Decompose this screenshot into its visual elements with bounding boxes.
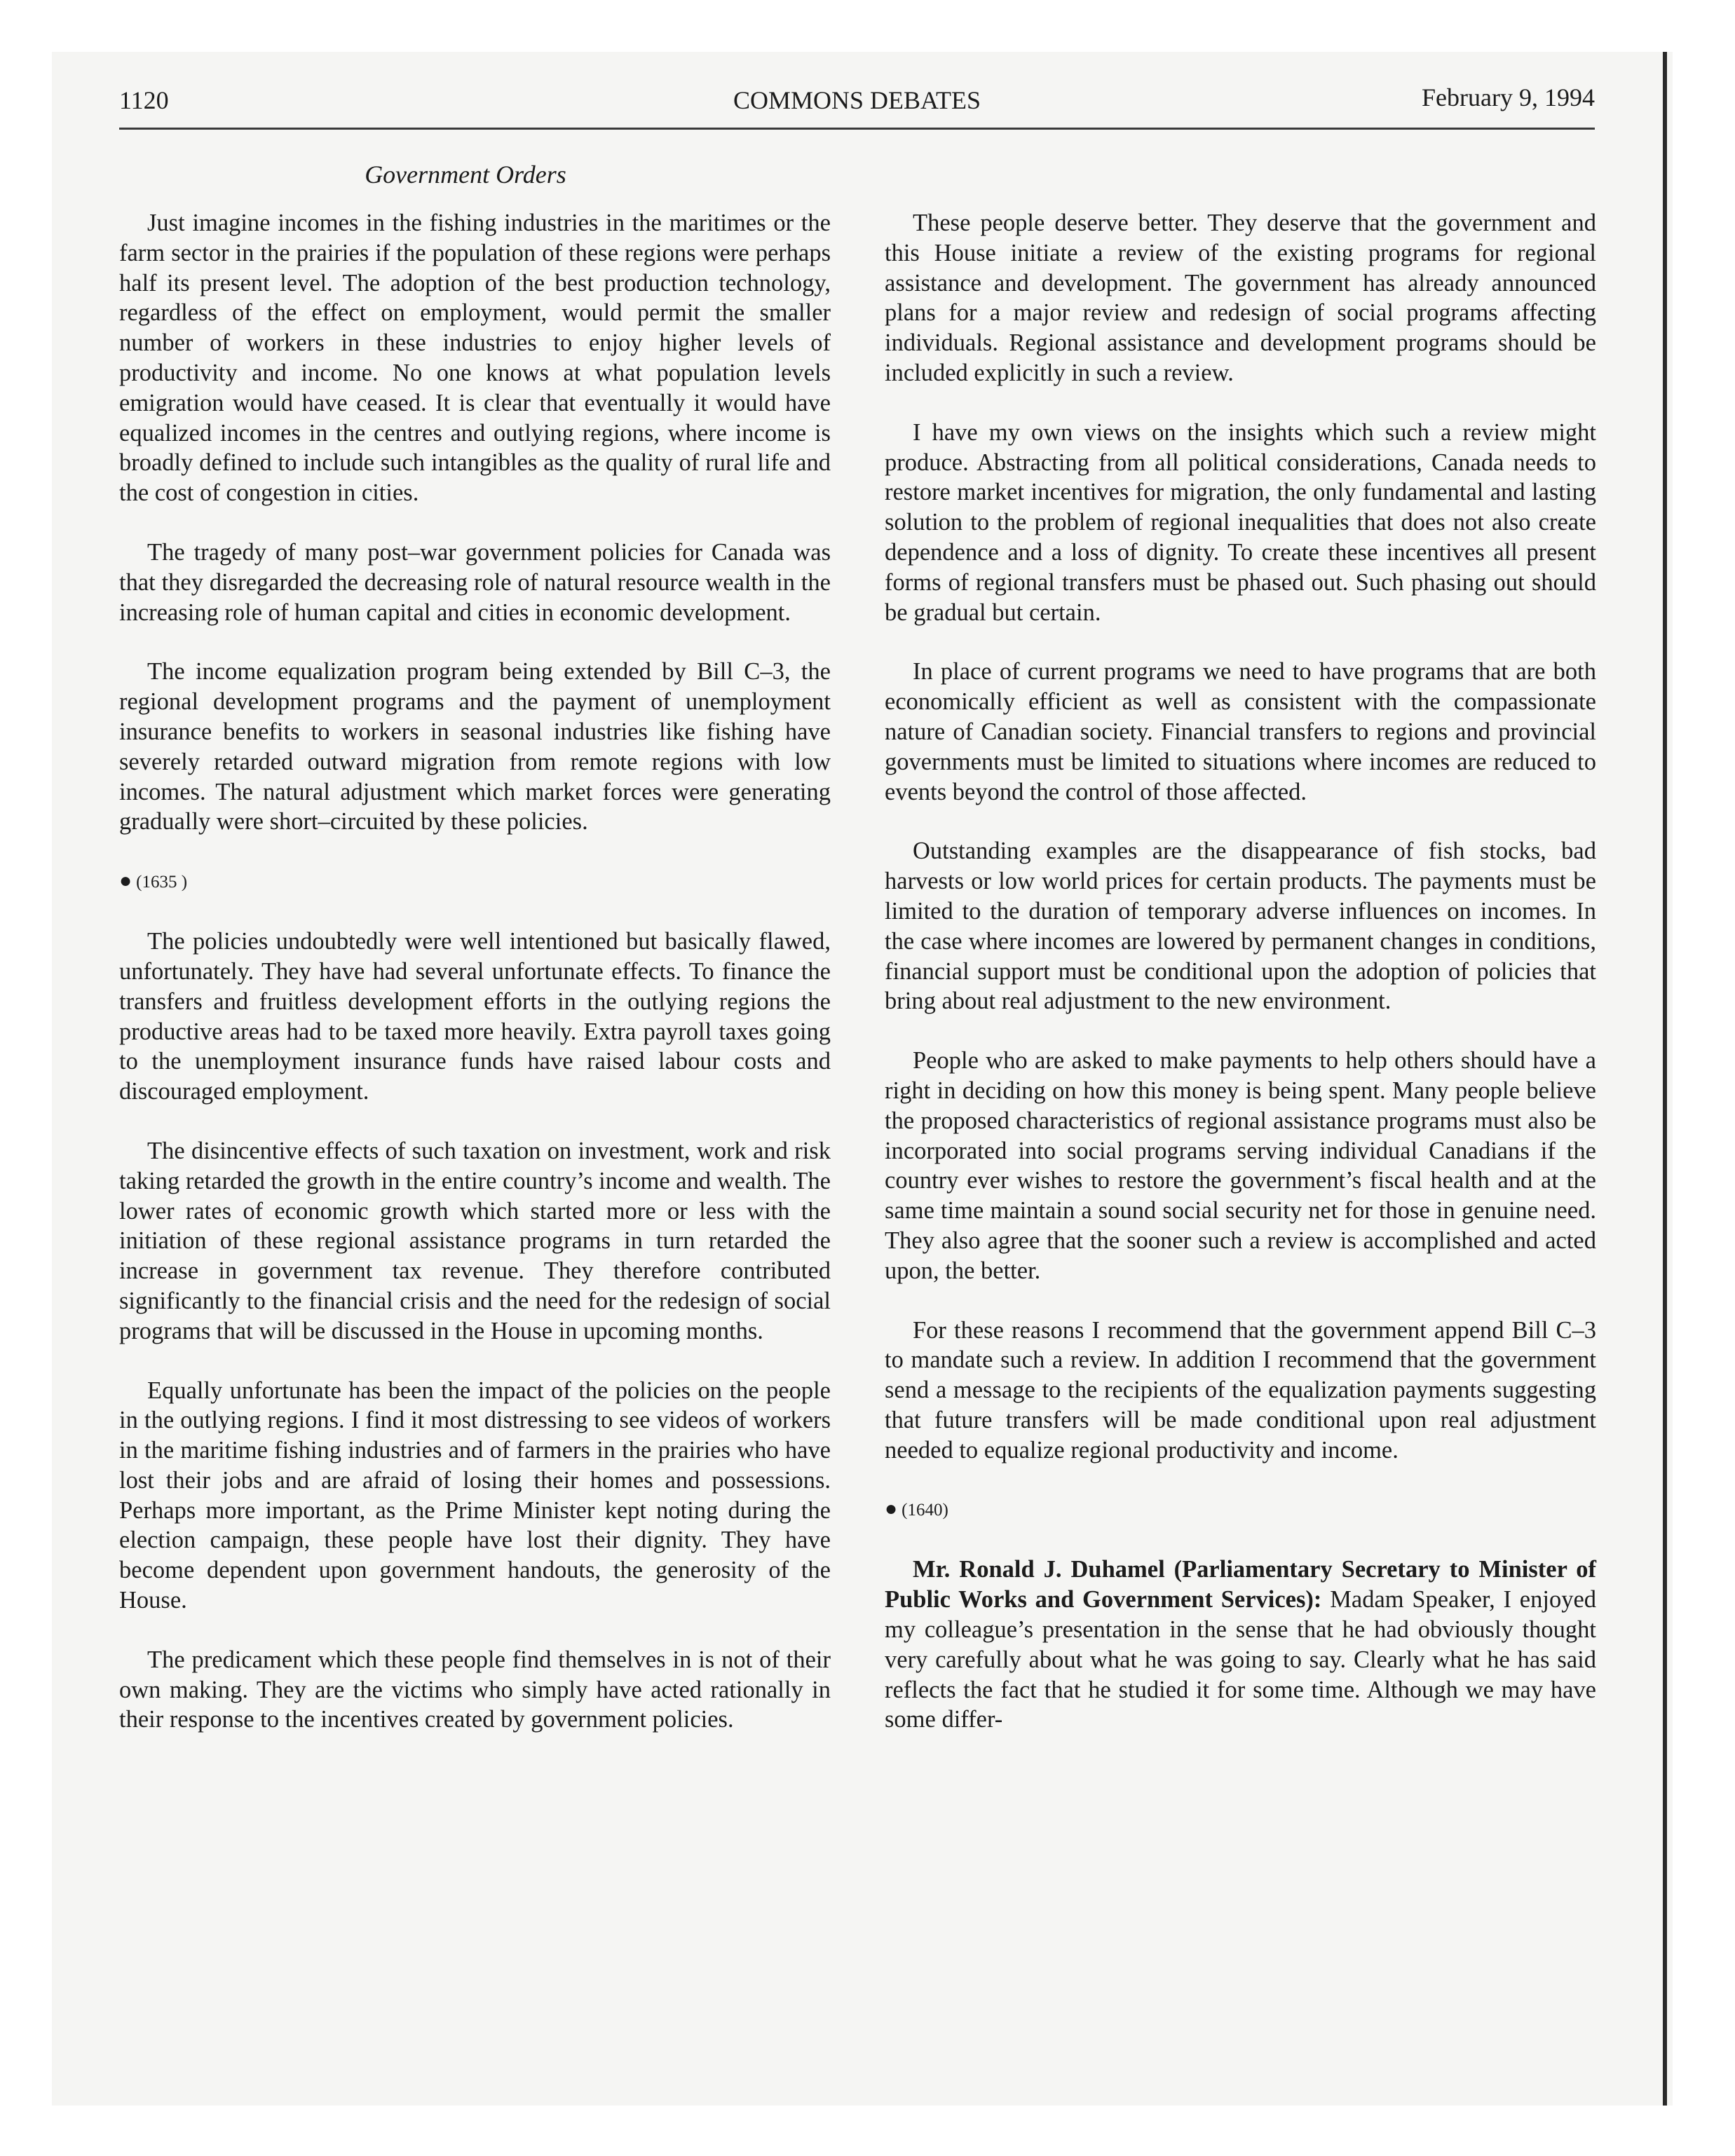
paragraph: The tragedy of many post–war government policies for Canada was that they disregarded the decreasing role of natural resource wealth in the increasing role of human capital and cities in economic development. <box>119 538 831 626</box>
page-number: 1120 <box>119 86 169 114</box>
paragraph: The predicament which these people find themselves in is not of their own making. They are the victims who simply have acted rationally in their response to the incentives created by government policies. <box>119 1646 831 1733</box>
bullet-icon: ● <box>885 1497 898 1521</box>
right-column <box>885 208 1596 1764</box>
speech-text: Madam Speaker, I enjoyed my colleague’s presentation in the sense that he had obviously thought very carefully about what he was going to say. Clearly what he has said reflects the fact that he studied it for some time. Although we may have some differ- <box>885 1586 1597 1733</box>
time-marker <box>119 866 831 897</box>
paragraph: Equally unfortunate has been the impact of the policies on the people in the outlying regions. I find it most distressing to see videos of workers in the maritime fishing industries and of farmers in the prairies who have lost their jobs and are afraid of losing their homes and possessions. Perhaps more important, as the Prime Minister kept noting during the election campaign, these people have lost their dignity. They have become dependent upon government handouts, the generosity of the House. <box>119 1377 831 1614</box>
paragraph: These people deserve better. They deserve that the government and this House initiate a review of the existing programs for regional assistance and development. The government has already announced plans for a major review and redesign of social programs affecting individuals. Regional assistance and development programs should be included explicitly in such a review. <box>885 210 1596 386</box>
paragraph: I have my own views on the insights which such a review might produce. Abstracting from all political considerations, Canada needs to restore market incentives for migration, the only fundamental and lasting solution to the problem of regional inequalities that does not also create dependence and a loss of dignity. To create these incentives all present forms of regional transfers must be phased out. Such phasing out should be gradual but certain. <box>885 418 1596 626</box>
time-marker-text: (1635 ) <box>136 873 188 892</box>
paragraph: In place of current programs we need to have programs that are both economically efficient as well as consistent with the compassionate nature of Canadian society. Financial transfers to regions and provincial governments must be limited to situations where incomes are reduced to events beyond the control of those affected. <box>885 658 1596 805</box>
paragraph: Just imagine incomes in the fishing industries in the maritimes or the farm sector in the prairies if the population of these regions were perhaps half its present level. The adoption of the best production technology, regardless of the effect on employment, would permit the smaller number of workers in these industries to enjoy higher levels of productivity and income. No one knows at what population levels emigration would have ceased. It is clear that eventually it would have equalized incomes in the centres and outlying regions, where income is broadly defined to include such intangibles as the quality of rural life and the cost of congestion in cities. <box>119 210 831 507</box>
paragraph: The disincentive effects of such taxation on investment, work and risk taking retarded the growth in the entire country’s income and wealth. The lower rates of economic growth which started more or less with the initiation of these regional assistance programs in turn retarded the increase in government tax revenue. They therefore contributed significantly to the financial crisis and the need for the redesign of social programs that will be discussed in the House in upcoming months. <box>119 1137 831 1344</box>
time-marker-text: (1640) <box>901 1501 948 1520</box>
journal-title: COMMONS DEBATES <box>733 86 981 114</box>
page-edge-rule <box>1663 52 1667 2106</box>
section-title: Government Orders <box>365 161 566 189</box>
speaker-paragraph <box>885 1555 1596 1735</box>
header-date: February 9, 1994 <box>1422 83 1595 111</box>
left-column <box>119 208 831 1764</box>
bullet-icon: ● <box>119 869 132 893</box>
paragraph: Outstanding examples are the disappearance of fish stocks, bad harvests or low world prices for certain products. The payments must be limited to the duration of temporary adverse influences on incomes. In the case where incomes are lowered by permanent changes in conditions, financial support must be conditional upon the adoption of policies that bring about real adjustment to the new environment. <box>885 838 1596 1015</box>
paragraph: For these reasons I recommend that the government append Bill C–3 to mandate such a review. In addition I recommend that the government send a message to the recipients of the equalization payments suggesting that future transfers will be made conditional upon real adjustment needed to equalize regional productivity and income. <box>885 1316 1596 1464</box>
paragraph: People who are asked to make payments to help others should have a right in deciding on how this money is being spent. Many people believe the proposed characteristics of regional assistance programs must also be incorporated into social programs serving individual Canadians if the country ever wishes to restore the government’s fiscal health and at the same time maintain a sound social security net for those in genuine need. They also agree that the sooner such a review is accomplished and acted upon, the better. <box>885 1047 1596 1284</box>
paragraph: The income equalization program being extended by Bill C–3, the regional development programs and the payment of unemployment insurance benefits to workers in seasonal industries like fishing have severely retarded outward migration from remote regions with low incomes. The natural adjustment which market forces were generating gradually were short–circuited by these policies. <box>119 658 831 835</box>
time-marker <box>885 1494 1596 1525</box>
page-header <box>119 83 1595 130</box>
speaker-name: Mr. Ronald J. Duhamel (Parliamentary Secretary to Minister of Public Works and Government Services): <box>885 1556 1596 1613</box>
paragraph: The policies undoubtedly were well intentioned but basically flawed, unfortunately. They have had several unfortunate effects. To finance the transfers and fruitless development efforts in the outlying regions the productive areas had to be taxed more heavily. Extra payroll taxes going to the unemployment insurance funds have raised labour costs and discouraged employment. <box>119 928 831 1105</box>
